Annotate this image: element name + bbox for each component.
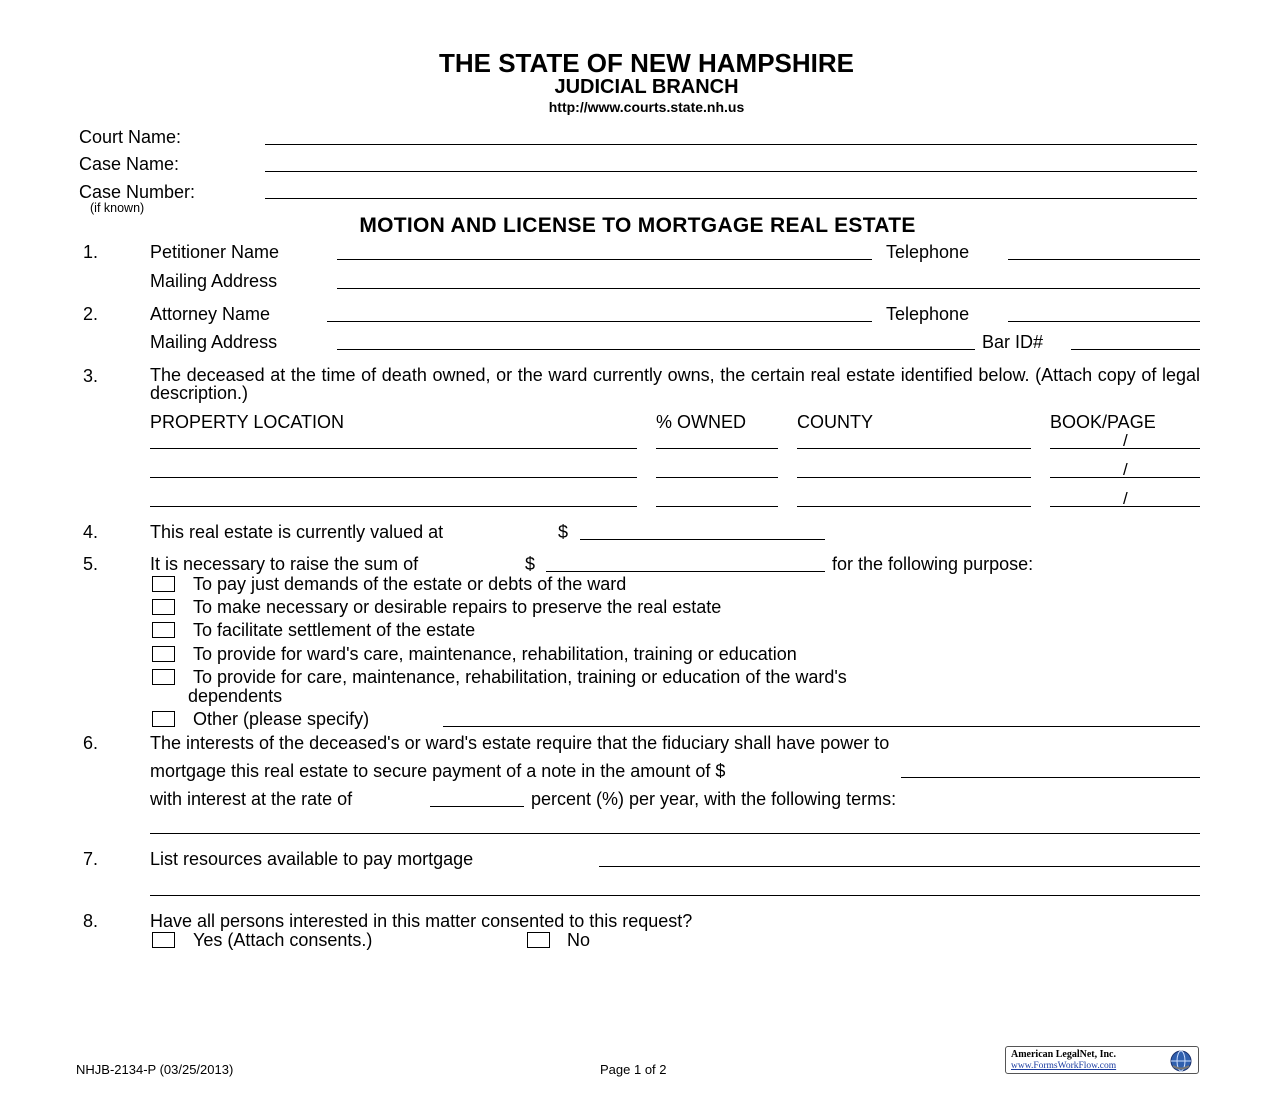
form-title: MOTION AND LICENSE TO MORTGAGE REAL ESTATE (359, 214, 916, 237)
current-value-field[interactable] (580, 539, 825, 540)
item-4-text: This real estate is currently valued at (150, 522, 444, 542)
if-known-note: (if known) (90, 201, 145, 215)
consent-no-label: No (567, 930, 591, 950)
percent-owned-field[interactable] (656, 448, 778, 449)
item-6-line-3b: percent (%) per year, with the following terms: (531, 789, 897, 809)
state-heading: THE STATE OF NEW HAMPSHIRE (438, 48, 855, 78)
purpose-other-field[interactable] (443, 726, 1200, 727)
purpose-ward-care-label: To provide for ward's care, maintenance, rehabilitation, training or education (193, 644, 797, 664)
consent-no-checkbox[interactable] (527, 932, 550, 948)
consent-yes-label: Yes (Attach consents.) (193, 930, 373, 950)
county-field[interactable] (797, 506, 1031, 507)
item-number-2: 2. (83, 304, 99, 324)
note-amount-field[interactable] (901, 777, 1200, 778)
petitioner-telephone-field[interactable] (1008, 259, 1200, 260)
case-number-label: Case Number: (79, 182, 196, 202)
percent-owned-field[interactable] (656, 506, 778, 507)
property-location-field[interactable] (150, 506, 637, 507)
county-field[interactable] (797, 448, 1031, 449)
item-number-3: 3. (83, 366, 99, 386)
purpose-debts-checkbox[interactable] (152, 576, 175, 592)
item-7-text: List resources available to pay mortgage (150, 849, 474, 869)
item-6-line-1: The interests of the deceased's or ward's estate require that the fiduciary shall have power to (150, 733, 890, 753)
col-percent-owned: % OWNED (656, 412, 746, 432)
item-number-4: 4. (83, 522, 99, 542)
publisher-logo[interactable] (1005, 1046, 1199, 1074)
item-number-1: 1. (83, 242, 99, 262)
purpose-dependents-checkbox[interactable] (152, 669, 175, 685)
col-property-location: PROPERTY LOCATION (150, 412, 345, 432)
attorney-mailing-label: Mailing Address (150, 332, 278, 352)
item-number-8: 8. (83, 911, 99, 931)
purpose-other-label: Other (please specify) (193, 709, 370, 729)
interest-rate-field[interactable] (430, 806, 524, 807)
petitioner-name-field[interactable] (337, 259, 872, 260)
attorney-telephone-label: Telephone (886, 304, 970, 324)
purpose-repairs-label: To make necessary or desirable repairs to preserve the real estate (193, 597, 722, 617)
resources-field[interactable] (599, 866, 1200, 867)
court-name-label: Court Name: (79, 127, 182, 147)
publisher-name: American LegalNet, Inc. (1011, 1049, 1116, 1060)
item-3-text: The deceased at the time of death owned, or the ward currently owns, the certain real estate identified below. (Attach copy of legal description.) (150, 365, 1200, 403)
purpose-debts-label: To pay just demands of the estate or debts of the ward (193, 574, 627, 594)
court-name-field[interactable] (265, 144, 1197, 145)
case-number-field[interactable] (265, 198, 1197, 199)
bar-id-field[interactable] (1071, 349, 1200, 350)
globe-icon (1169, 1049, 1193, 1073)
petitioner-name-label: Petitioner Name (150, 242, 280, 262)
petitioner-mailing-label: Mailing Address (150, 271, 278, 291)
page-number: Page 1 of 2 (600, 1062, 667, 1077)
book-page-separator: / (1123, 431, 1128, 450)
county-field[interactable] (797, 477, 1031, 478)
mortgage-terms-field[interactable] (150, 833, 1200, 834)
purpose-other-checkbox[interactable] (152, 711, 175, 727)
attorney-name-label: Attorney Name (150, 304, 271, 324)
sum-to-raise-field[interactable] (546, 571, 825, 572)
item-6-line-2: mortgage this real estate to secure payment of a note in the amount of $ (150, 761, 726, 781)
property-location-field[interactable] (150, 448, 637, 449)
item-8-text: Have all persons interested in this matter consented to this request? (150, 911, 693, 931)
purpose-settlement-checkbox[interactable] (152, 622, 175, 638)
bar-id-label: Bar ID# (982, 332, 1044, 352)
dollar-sign: $ (525, 554, 536, 574)
attorney-mailing-field[interactable] (337, 349, 975, 350)
purpose-dependents-label: To provide for care, maintenance, rehabilitation, training or education of the ward's (193, 667, 847, 687)
consent-yes-checkbox[interactable] (152, 932, 175, 948)
item-5-suffix: for the following purpose: (832, 554, 1034, 574)
petitioner-telephone-label: Telephone (886, 242, 970, 262)
book-page-separator: / (1123, 489, 1128, 508)
item-5-text: It is necessary to raise the sum of (150, 554, 419, 574)
attorney-name-field[interactable] (327, 321, 872, 322)
petitioner-mailing-field[interactable] (337, 288, 1200, 289)
case-name-label: Case Name: (79, 154, 180, 174)
col-county: COUNTY (797, 412, 873, 432)
branch-heading: JUDICIAL BRANCH (554, 76, 739, 98)
property-location-field[interactable] (150, 477, 637, 478)
item-6-line-3a: with interest at the rate of (150, 789, 353, 809)
dollar-sign: $ (558, 522, 569, 542)
purpose-dependents-label-cont: dependents (188, 686, 283, 706)
item-number-5: 5. (83, 554, 99, 574)
attorney-telephone-field[interactable] (1008, 321, 1200, 322)
book-page-separator: / (1123, 460, 1128, 479)
purpose-settlement-label: To facilitate settlement of the estate (193, 620, 476, 640)
item-number-7: 7. (83, 849, 99, 869)
item-number-6: 6. (83, 733, 99, 753)
purpose-ward-care-checkbox[interactable] (152, 646, 175, 662)
purpose-repairs-checkbox[interactable] (152, 599, 175, 615)
court-url: http://www.courts.state.nh.us (548, 99, 745, 115)
resources-field-cont[interactable] (150, 895, 1200, 896)
percent-owned-field[interactable] (656, 477, 778, 478)
publisher-url[interactable]: www.FormsWorkFlow.com (1011, 1061, 1117, 1071)
case-name-field[interactable] (265, 171, 1197, 172)
col-book-page: BOOK/PAGE (1050, 412, 1156, 432)
form-id: NHJB-2134-P (03/25/2013) (76, 1062, 234, 1077)
